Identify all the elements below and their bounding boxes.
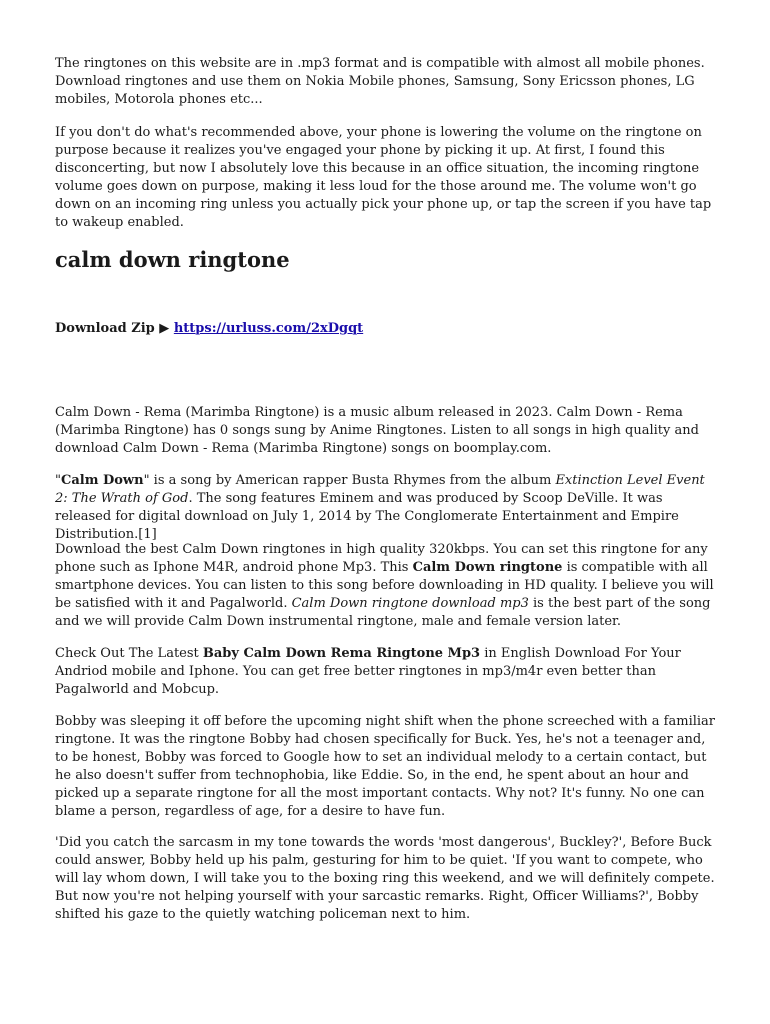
quote-open: "	[55, 473, 61, 488]
bold-ringtone-mp3: Baby Calm Down Rema Ringtone Mp3	[202, 646, 481, 661]
paragraph-bobby-story: Bobby was sleeping it off before the upcoming night shift when the phone screeched with a familiar ringtone. It was the ringtone Bobby had chosen specifically for Buck. Yes, he's not a teenager and, to be honest, Bobby was forced to Google how to set an individual melody to a certain contact, but he also doesn't suffer from technophobia, like Eddie. So, in the end, he spent about an hour and picked up a separate ringtone for all the most important contacts. Why not? It's funny. No one can blame a person, regardless of age, for a desire to have fun.	[55, 714, 716, 819]
download-label: Download Zip	[55, 321, 155, 336]
bold-ringtone: Calm Down ringtone	[412, 560, 563, 575]
download-link[interactable]: https://urluss.com/2xDgqt	[173, 321, 364, 336]
text-segment: in English Download For Your Andriod mobile and Iphone. You can get free better ringtones in mp3/m4r even better than Pagalworld and Mobcup.	[55, 646, 681, 697]
paragraph-album: Calm Down - Rema (Marimba Ringtone) is a music album released in 2023. Calm Down - Rema (Marimba Ringtone) has 0 songs sung by Anime Ringtones. Listen to all songs in high quality and download Calm Down - Rema (Marimba Ringtone) songs on boomplay.com.	[55, 405, 699, 456]
song-title: Calm Down	[60, 473, 144, 488]
paragraph-download-best	[55, 541, 717, 631]
paragraph-song-info	[55, 472, 717, 544]
download-line	[55, 320, 363, 338]
text-segment: . The song features Eminem and was produced by Scoop DeVille. It was released for digital download on July 1, 2014 by The Conglomerate Entertainment and Empire Distribution.[1]	[55, 491, 679, 542]
text-segment: Download the best Calm Down ringtones in high quality 320kbps. You can set this ringtone for any phone such as Iphone M4R, android phone Mp3. This	[55, 542, 708, 575]
paragraph-intro-formats: The ringtones on this website are in .mp3 format and is compatible with almost all mobile phones. Download ringtones and use them on Nokia Mobile phones, Samsung, Sony Ericsson phones, LG mobiles, Motorola phones etc...	[55, 56, 705, 107]
text-segment: is compatible with all smartphone devices. You can listen to this song before downloading in HD quality. I believe you will be satisfied with it and Pagalworld.	[55, 560, 714, 611]
paragraph-sarcasm-story: 'Did you catch the sarcasm in my tone towards the words 'most dangerous', Buckley?', Before Buck could answer, Bobby held up his palm, gesturing for him to be quiet. 'If you want to compete, who will lay whom down, I will take you to the boxing ring this weekend, and we will definitely compete. But now you're not helping yourself with your sarcastic remarks. Right, Officer Williams?', Bobby shifted his gaze to the quietly watching policeman next to him.	[55, 835, 715, 922]
paragraph-check-out	[55, 645, 717, 699]
arrow-icon: ▶	[159, 321, 170, 336]
text-segment: is the best part of the song and we will provide Calm Down instrumental ringtone, male and female version later.	[55, 596, 711, 629]
page-title: calm down ringtone	[55, 247, 290, 272]
paragraph-intro-volume: If you don't do what's recommended above, your phone is lowering the volume on the ringtone on purpose because it realizes you've engaged your phone by picking it up. At first, I found this disconcerting, but now I absolutely love this because in an office situation, the incoming ringtone volume goes down on purpose, making it less loud for the those around me. The volume won't go down on an incoming ring unless you actually pick your phone up, or tap the screen if you have tap to wakeup enabled.	[55, 125, 712, 230]
text-segment: " is a song by American rapper Busta Rhymes from the album	[143, 473, 556, 488]
album-title: Extinction Level Event 2: The Wrath of God	[55, 473, 705, 506]
text-segment: Check Out The Latest	[55, 646, 203, 661]
italic-download: Calm Down ringtone download mp3	[291, 596, 529, 611]
